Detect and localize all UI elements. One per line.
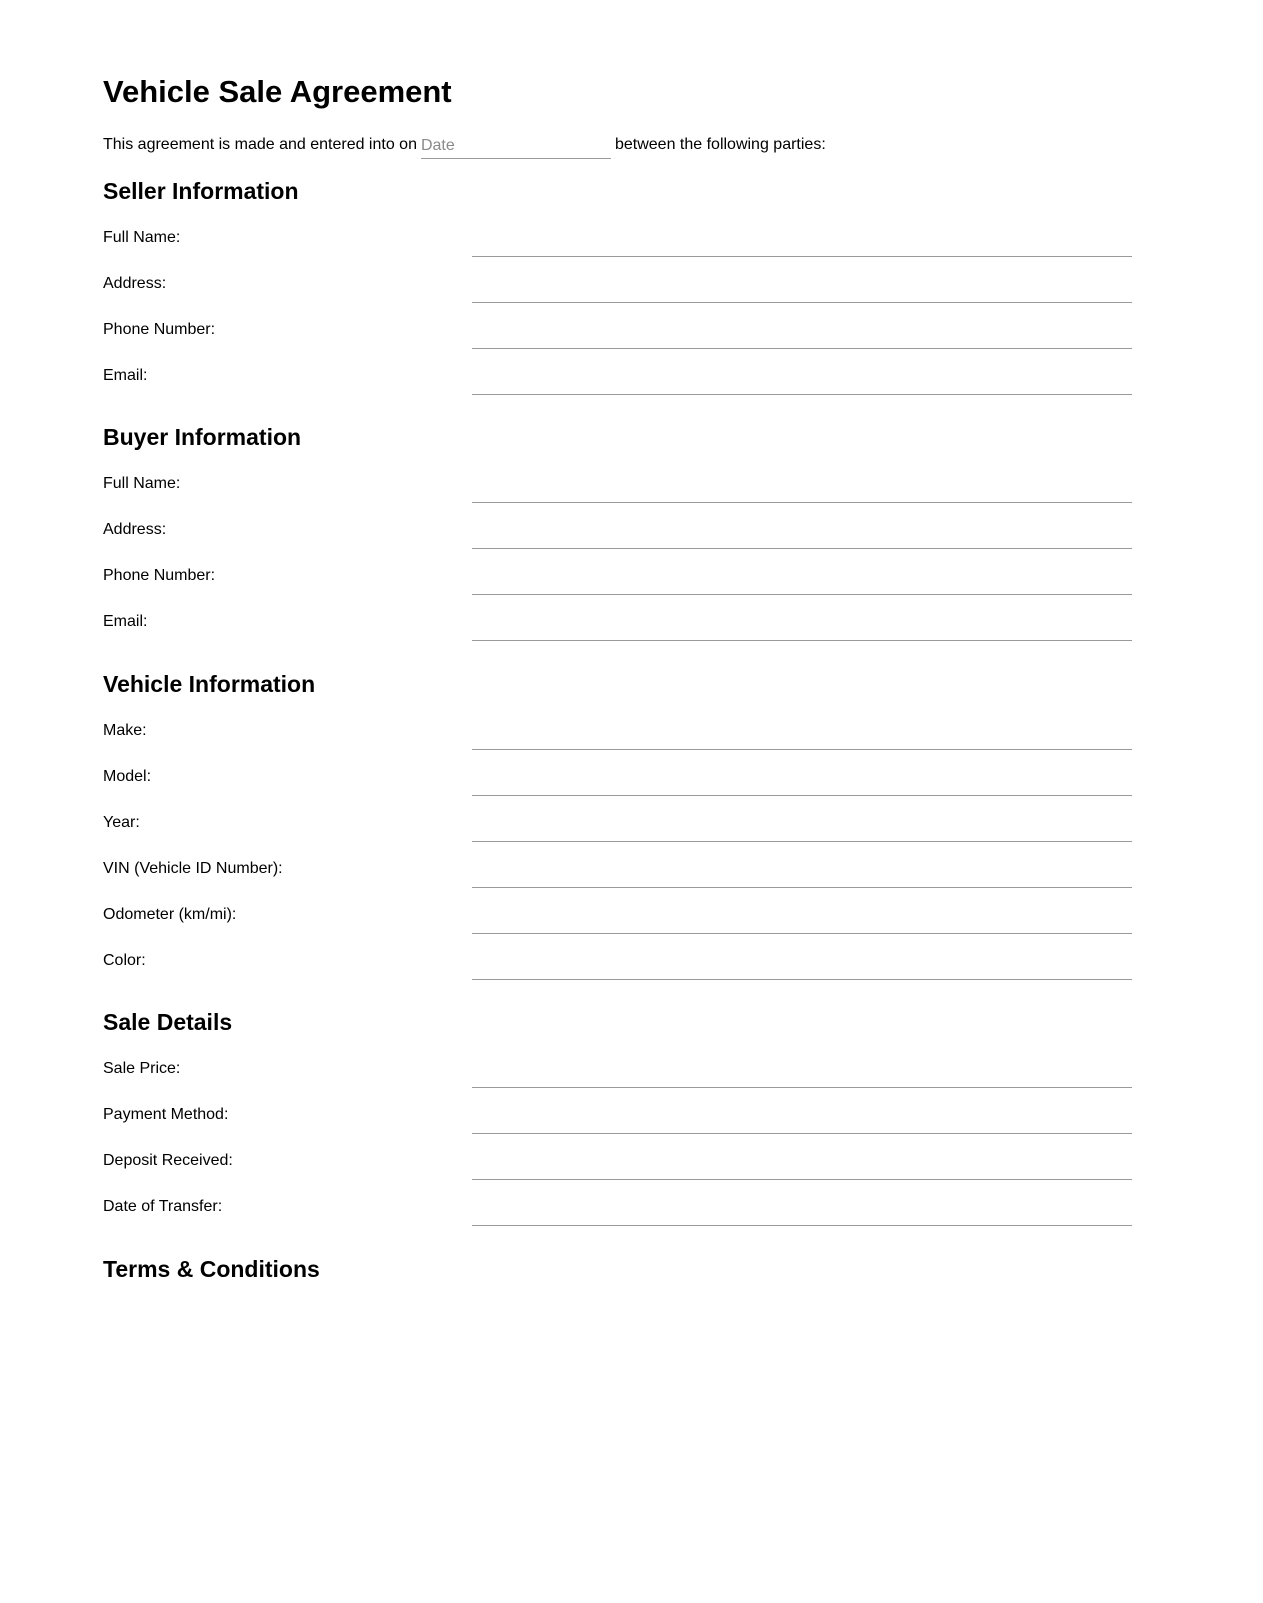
buyer-email-input[interactable]	[472, 611, 1132, 641]
seller-address-row	[103, 273, 1132, 313]
vehicle-color-label: Color:	[103, 952, 146, 969]
agreement-date-input[interactable]	[421, 134, 611, 159]
buyer-full-name-row	[103, 473, 1132, 513]
agreement-intro	[103, 134, 826, 162]
seller-address-label: Address:	[103, 275, 167, 292]
vehicle-make-input[interactable]	[472, 720, 1132, 750]
buyer-address-label: Address:	[103, 521, 167, 538]
seller-full-name-row	[103, 227, 1132, 267]
terms-section-heading: Terms & Conditions	[103, 1256, 320, 1282]
vehicle-section-heading: Vehicle Information	[103, 671, 316, 697]
seller-phone-input[interactable]	[472, 319, 1132, 349]
buyer-full-name-input[interactable]	[472, 473, 1132, 503]
seller-section-heading: Seller Information	[103, 178, 299, 204]
seller-email-input[interactable]	[472, 365, 1132, 395]
buyer-address-row	[103, 519, 1132, 559]
seller-full-name-input[interactable]	[472, 227, 1132, 257]
buyer-phone-row	[103, 565, 1132, 605]
deposit-received-row	[103, 1150, 1132, 1190]
vehicle-vin-input[interactable]	[472, 858, 1132, 888]
vehicle-color-input[interactable]	[472, 950, 1132, 980]
sale-section-heading: Sale Details	[103, 1009, 233, 1035]
vehicle-model-label: Model:	[103, 768, 152, 785]
date-of-transfer-input[interactable]	[472, 1196, 1132, 1226]
buyer-address-input[interactable]	[472, 519, 1132, 549]
payment-method-input[interactable]	[472, 1104, 1132, 1134]
vehicle-make-label: Make:	[103, 722, 147, 739]
vehicle-vin-row	[103, 858, 1132, 898]
sale-price-label: Sale Price:	[103, 1060, 181, 1077]
seller-email-label: Email:	[103, 367, 148, 384]
seller-address-input[interactable]	[472, 273, 1132, 303]
buyer-phone-label: Phone Number:	[103, 567, 216, 584]
vehicle-year-label: Year:	[103, 814, 140, 831]
vehicle-model-row	[103, 766, 1132, 806]
payment-method-row	[103, 1104, 1132, 1144]
vehicle-odometer-input[interactable]	[472, 904, 1132, 934]
vehicle-model-input[interactable]	[472, 766, 1132, 796]
buyer-full-name-label: Full Name:	[103, 475, 181, 492]
sale-price-input[interactable]	[472, 1058, 1132, 1088]
vehicle-year-row	[103, 812, 1132, 852]
buyer-email-label: Email:	[103, 613, 148, 630]
seller-phone-label: Phone Number:	[103, 321, 216, 338]
sale-price-row	[103, 1058, 1132, 1098]
intro-text-after: between the following parties:	[614, 136, 826, 153]
seller-full-name-label: Full Name:	[103, 229, 181, 246]
buyer-section-heading: Buyer Information	[103, 424, 302, 450]
buyer-email-row	[103, 611, 1132, 651]
vehicle-year-input[interactable]	[472, 812, 1132, 842]
vehicle-odometer-label: Odometer (km/mi):	[103, 906, 237, 923]
vehicle-make-row	[103, 720, 1132, 760]
intro-text-before: This agreement is made and entered into on	[103, 136, 417, 153]
payment-method-label: Payment Method:	[103, 1106, 229, 1123]
deposit-received-input[interactable]	[472, 1150, 1132, 1180]
date-of-transfer-label: Date of Transfer:	[103, 1198, 223, 1215]
page-title: Vehicle Sale Agreement	[103, 74, 452, 109]
vehicle-color-row	[103, 950, 1132, 990]
vehicle-vin-label: VIN (Vehicle ID Number):	[103, 860, 283, 877]
buyer-phone-input[interactable]	[472, 565, 1132, 595]
seller-phone-row	[103, 319, 1132, 359]
vehicle-odometer-row	[103, 904, 1132, 944]
date-of-transfer-row	[103, 1196, 1132, 1236]
deposit-received-label: Deposit Received:	[103, 1152, 233, 1169]
seller-email-row	[103, 365, 1132, 405]
